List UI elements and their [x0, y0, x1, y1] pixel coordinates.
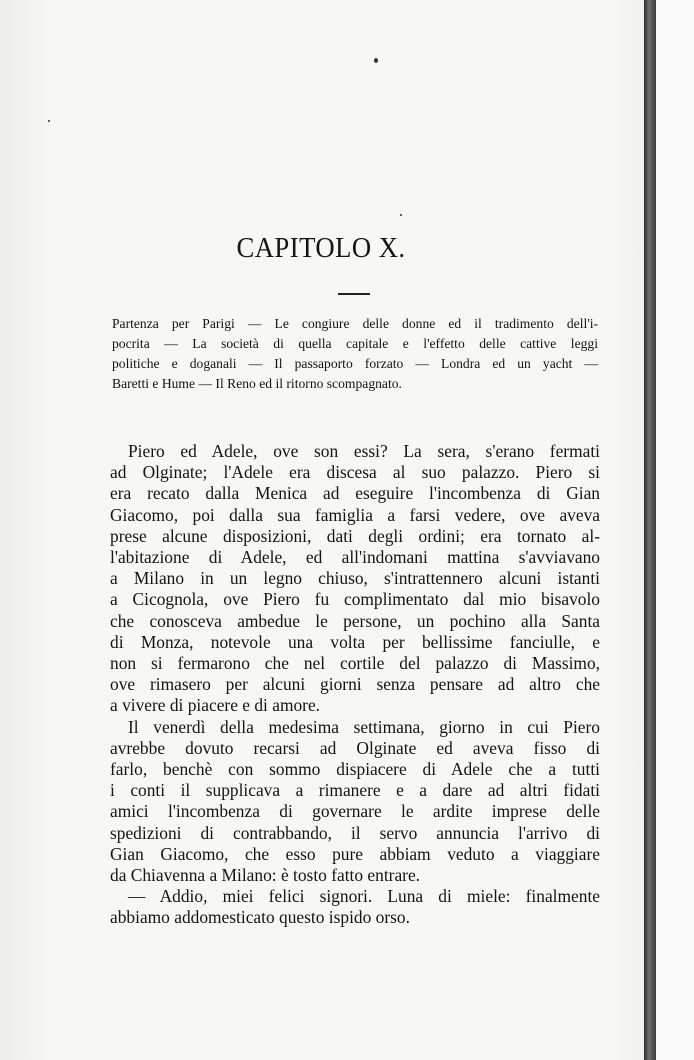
body-line: spedizioni di contrabbando, il servo annuncia l'arrivo di	[110, 822, 600, 843]
summary-line: Baretti e Hume — Il Reno ed il ritorno scompagnato.	[112, 376, 402, 391]
body-line: a vivere di piacere e di amore.	[110, 695, 321, 716]
body-line: non si fermarono che nel cortile del palazzo di Massimo,	[110, 653, 600, 674]
chapter-body	[110, 441, 600, 929]
summary-line: Partenza per Parigi — Le congiure delle donne ed il tradimento dell'i-	[112, 316, 598, 331]
body-line: farlo, benchè con sommo dispiacere di Adele che a tutti	[110, 759, 600, 780]
body-line: da Chiavenna a Milano: è tosto fatto entrare.	[110, 865, 421, 886]
body-line: abbiamo addomesticato questo ispido orso.	[110, 907, 410, 928]
body-line: ove rimasero per alcuni giorni senza pensare ad altro che	[110, 674, 600, 695]
body-line: avrebbe dovuto recarsi ad Olginate ed aveva fisso di	[110, 737, 600, 758]
binding-edge	[644, 0, 656, 1060]
body-line: a Milano in un legno chiuso, s'intrattennero alcuni istanti	[110, 568, 600, 589]
body-line: era recato dalla Menica ad eseguire l'incombenza di Gian	[110, 483, 600, 504]
body-line: di Monza, notevole una volta per bellissime fanciulle, e	[110, 631, 600, 652]
body-line: prese alcune disposizioni, dati degli ordini; era tornato al-	[110, 525, 600, 546]
body-line: Il venerdì della medesima settimana, giorno in cui Piero	[128, 716, 600, 737]
body-line: i conti il supplicava a rimanere e a dare ad altri fidati	[110, 780, 600, 801]
title-rule	[338, 293, 370, 295]
body-line: amici l'incombenza di governare le ardite imprese delle	[110, 801, 600, 822]
body-line: che conosceva ambedue le persone, un pochino alla Santa	[110, 610, 600, 631]
scan-margin	[656, 0, 694, 1060]
ink-speck	[48, 120, 50, 122]
ink-speck	[400, 214, 402, 216]
summary-line: politiche e doganali — Il passaporto forzato — Londra ed un yacht —	[112, 356, 598, 371]
body-line: Gian Giacomo, che esso pure abbiam veduto a viaggiare	[110, 843, 600, 864]
summary-line: pocrita — La società di quella capitale e l'effetto delle cattive leggi	[112, 336, 598, 351]
ink-speck	[374, 58, 378, 63]
chapter-summary	[112, 314, 598, 394]
body-line: l'abitazione di Adele, ed all'indomani mattina s'avviavano	[110, 547, 600, 568]
body-line: ad Olginate; l'Adele era discesa al suo palazzo. Piero si	[110, 462, 600, 483]
body-line: a Cicognola, ove Piero fu complimentato dal mio bisavolo	[110, 589, 600, 610]
body-line: Giacomo, poi dalla sua famiglia a farsi vedere, ove aveva	[110, 504, 600, 525]
body-line: — Addio, miei felici signori. Luna di miele: finalmente	[128, 886, 600, 907]
body-line: Piero ed Adele, ove son essi? La sera, s'erano fermati	[128, 441, 600, 461]
chapter-title: CAPITOLO X.	[236, 232, 406, 264]
